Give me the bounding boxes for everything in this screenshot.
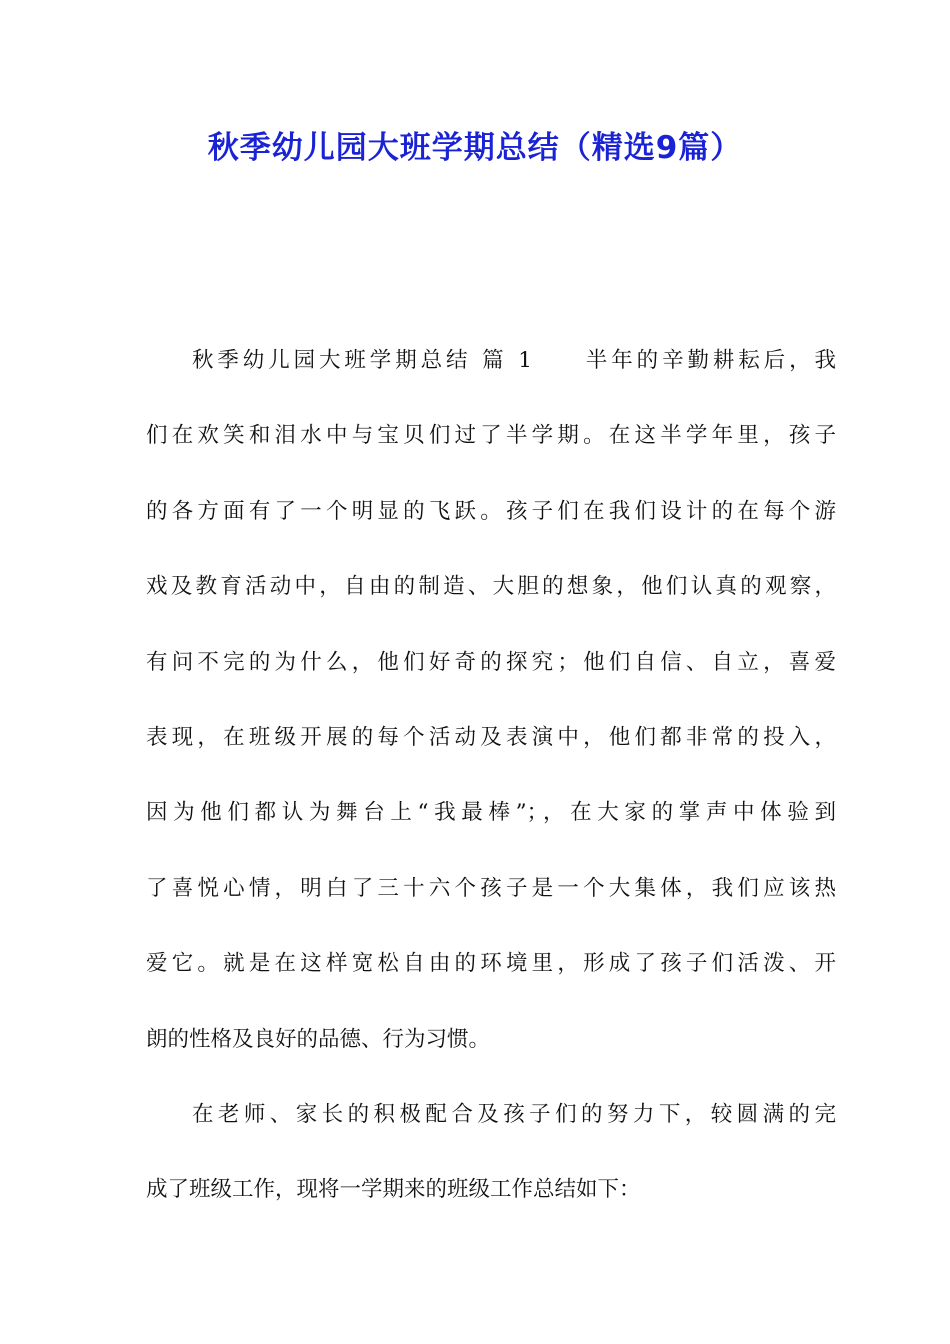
- paragraph-line: 在老师、家长的积极配合及孩子们的努力下，较圆满的完: [192, 1101, 836, 1127]
- document-title: 秋季幼儿园大班学期总结（精选9篇）: [207, 130, 743, 166]
- paragraph-line: 们在欢笑和泪水中与宝贝们过了半学期。在这半学年里，孩子: [146, 423, 836, 449]
- section-heading: 秋季幼儿园大班学期总结 篇 1: [192, 348, 532, 373]
- paragraph-line: [146, 336, 836, 386]
- paragraph-line: 表现，在班级开展的每个活动及表演中，他们都非常的投入，: [146, 724, 836, 750]
- paragraph-line: 爱它。就是在这样宽松自由的环境里，形成了孩子们活泼、开: [146, 951, 836, 977]
- paragraph-line: 了喜悦心情，明白了三十六个孩子是一个大集体，我们应该热: [146, 875, 836, 901]
- document-body: [146, 336, 836, 1241]
- paragraph-line: 因为他们都认为舞台上“我最棒”；，在大家的掌声中体验到: [146, 800, 836, 826]
- paragraph-line: 的各方面有了一个明显的飞跃。孩子们在我们设计的在每个游: [146, 498, 836, 524]
- paragraph-line: 有问不完的为什么，他们好奇的探究；他们自信、自立，喜爱: [146, 649, 836, 675]
- paragraph-line: 朗的性格及良好的品德、行为习惯。: [146, 1026, 491, 1052]
- paragraph-line: 戏及教育活动中，自由的制造、大胆的想象，他们认真的观察，: [146, 574, 836, 600]
- paragraph-line: 成了班级工作，现将一学期来的班级工作总结如下：: [146, 1177, 641, 1203]
- paragraph-text: 半年的辛勤耕耘后，我: [581, 348, 836, 373]
